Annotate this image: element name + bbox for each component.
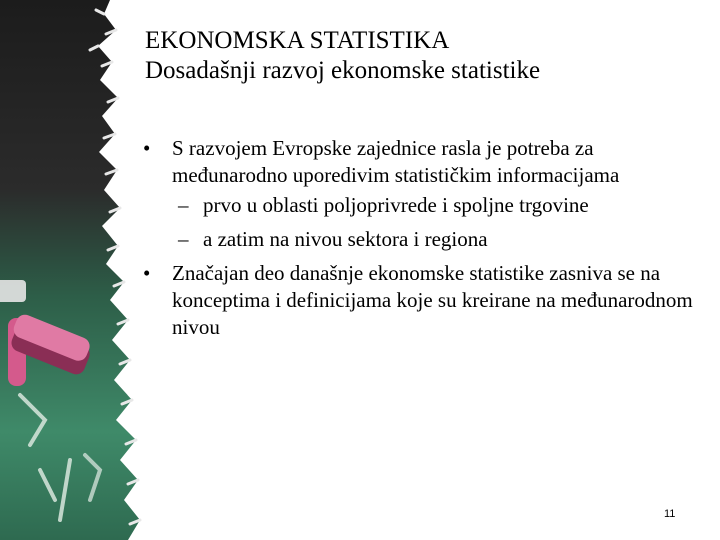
bullet-icon: •: [143, 261, 151, 285]
dash-icon: –: [178, 227, 189, 251]
bullet-item: [143, 260, 713, 341]
dash-icon: –: [178, 193, 189, 217]
chalkboard-icon: [0, 0, 150, 540]
sub-bullet-item: [143, 192, 713, 219]
bullet-text: Značajan deo današnje ekonomske statistike zasniva se na konceptima i definicijama koje su kreirane na međunarodnom nivou: [172, 261, 693, 339]
bullet-list: [143, 135, 713, 344]
sub-bullet-text: a zatim na nivou sektora i regiona: [203, 227, 488, 251]
slide-title: [145, 26, 705, 86]
title-subheading: Dosadašnji razvoj ekonomske statistike: [145, 57, 541, 84]
bullet-text: S razvojem Evropske zajednice rasla je potreba za međunarodno uporedivim statističkim informacijama: [172, 136, 620, 187]
title-heading: EKONOMSKA STATISTIKA: [145, 27, 450, 54]
sub-bullet-item: [143, 226, 713, 253]
bullet-icon: •: [143, 136, 151, 160]
page-number: 11: [664, 508, 676, 520]
sub-bullet-text: prvo u oblasti poljoprivrede i spoljne trgovine: [203, 193, 589, 217]
bullet-item: [143, 135, 713, 189]
chalkboard-decoration: [0, 0, 150, 540]
